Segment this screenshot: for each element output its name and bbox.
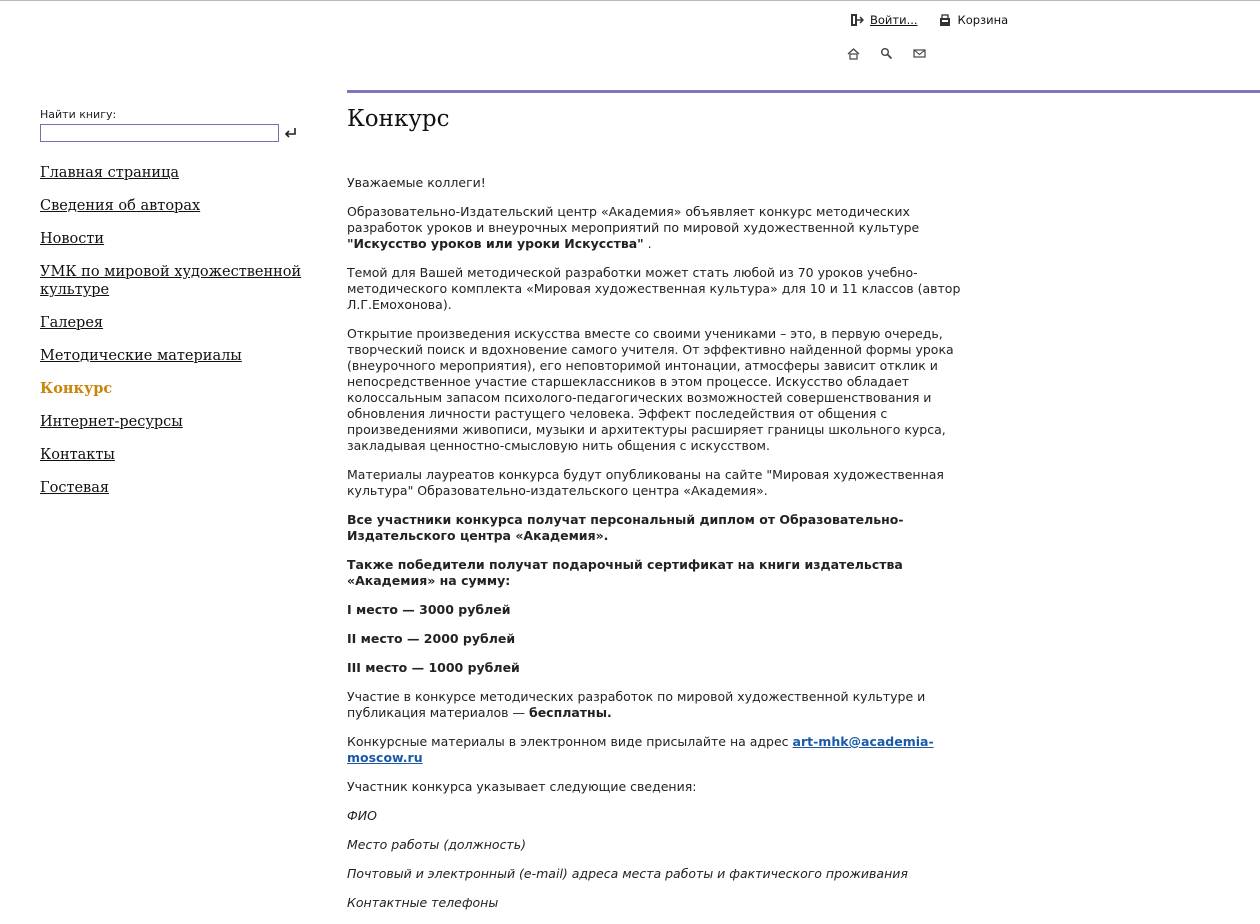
content-divider [347,90,1260,93]
enter-icon[interactable] [283,126,299,140]
nav-item-home[interactable]: Главная страница [40,165,180,181]
nav-item-guestbook[interactable]: Гостевая [40,480,110,496]
page-title: Конкурс [347,106,450,132]
nav-item-contacts[interactable]: Контакты [40,447,115,463]
greeting: Уважаемые коллеги! [347,175,486,190]
paragraph-publication: Материалы лауреатов конкурса будут опубликованы на сайте "Мировая художественная культура" Образовательно-издательского центра «Академия». [347,467,944,498]
home-icon[interactable] [847,47,860,60]
paragraph-art: Открытие произведения искусства вместе со своими учениками – это, в первую очередь, творческий поиск и вдохновение самого учителя. От эффективно найденной формы урока (внеурочного мероприятия), его неповторимой интонации, атмосферы зависит отклик и непосредственное участие старшеклассников в этом процессе. Искусство обладает колоссальным запасом психолого-педагогических возможностей совершенствования и обновления личности растущего человека. Эффект последействия от общения с произведениями живописи, музыки и архитектуры расширяет границы школьного курса, закладывая ценностно-смысловую нить общения с искусством. [347,326,954,453]
login-link-wrap[interactable] [850,13,918,27]
cart-icon [938,13,952,27]
header-icon-row [847,47,926,60]
mail-icon[interactable] [913,47,926,60]
top-border [0,0,1260,1]
paragraph-info: Участник конкурса указывает следующие сведения: [347,779,697,794]
cart-link[interactable]: Корзина [957,13,1009,27]
nav-item-news[interactable]: Новости [40,231,105,247]
prize-second: II место — 2000 рублей [347,631,516,646]
header-links [850,13,1008,27]
book-search-input[interactable] [40,124,279,142]
email-link[interactable]: art-mhk@academia-moscow.ru [347,734,934,765]
nav-item-umk[interactable]: УМК по мировой художественной культуре [40,264,302,298]
cart-link-wrap[interactable] [938,13,1009,27]
nav-item-internet-resources[interactable]: Интернет-ресурсы [40,414,183,430]
sidebar [40,108,310,512]
paragraph-free: Участие в конкурсе методических разработок по мировой художественной культуре и публикация материалов — бесплатны. [347,689,926,720]
paragraph-certificate: Также победители получат подарочный сертификат на книги издательства «Академия» на сумму: [347,557,903,588]
main-content [347,103,962,924]
field-workplace: Место работы (должность) [347,837,526,852]
field-addresses: Почтовый и электронный (e-mail) адреса места работы и фактического проживания [347,866,908,881]
sidebar-nav [40,164,310,497]
login-link[interactable]: Войти... [870,13,918,27]
login-icon [850,13,864,27]
prize-first: I место — 3000 рублей [347,602,511,617]
paragraph-diploma: Все участники конкурса получат персональный диплом от Образовательно-Издательского центра «Академия». [347,512,904,543]
nav-item-gallery[interactable]: Галерея [40,315,104,331]
paragraph-email: Конкурсные материалы в электронном виде присылайте на адрес art-mhk@academia-moscow.ru [347,734,934,765]
paragraph-theme: Темой для Вашей методической разработки может стать любой из 70 уроков учебно-методического комплекта «Мировая художественная культура» для 10 и 11 классов (автор Л.Г.Емохонова). [347,265,961,312]
field-phones: Контактные телефоны [347,895,499,910]
nav-item-contest[interactable]: Конкурс [40,380,113,397]
nav-item-methodical[interactable]: Методические материалы [40,348,242,364]
nav-item-authors[interactable]: Сведения об авторах [40,198,201,214]
prize-third: III место — 1000 рублей [347,660,520,675]
contest-name: "Искусство уроков или уроки Искусства" [347,236,644,251]
search-row [40,124,310,142]
paragraph-announcement: Образовательно-Издательский центр «Академия» объявляет конкурс методических разработок уроков и внеурочных мероприятий по мировой художественной культуре "Искусство уроков или уроки Искусства" . [347,204,920,251]
field-name: ФИО [347,808,377,823]
search-icon[interactable] [880,47,893,60]
search-label: Найти книгу: [40,108,117,121]
